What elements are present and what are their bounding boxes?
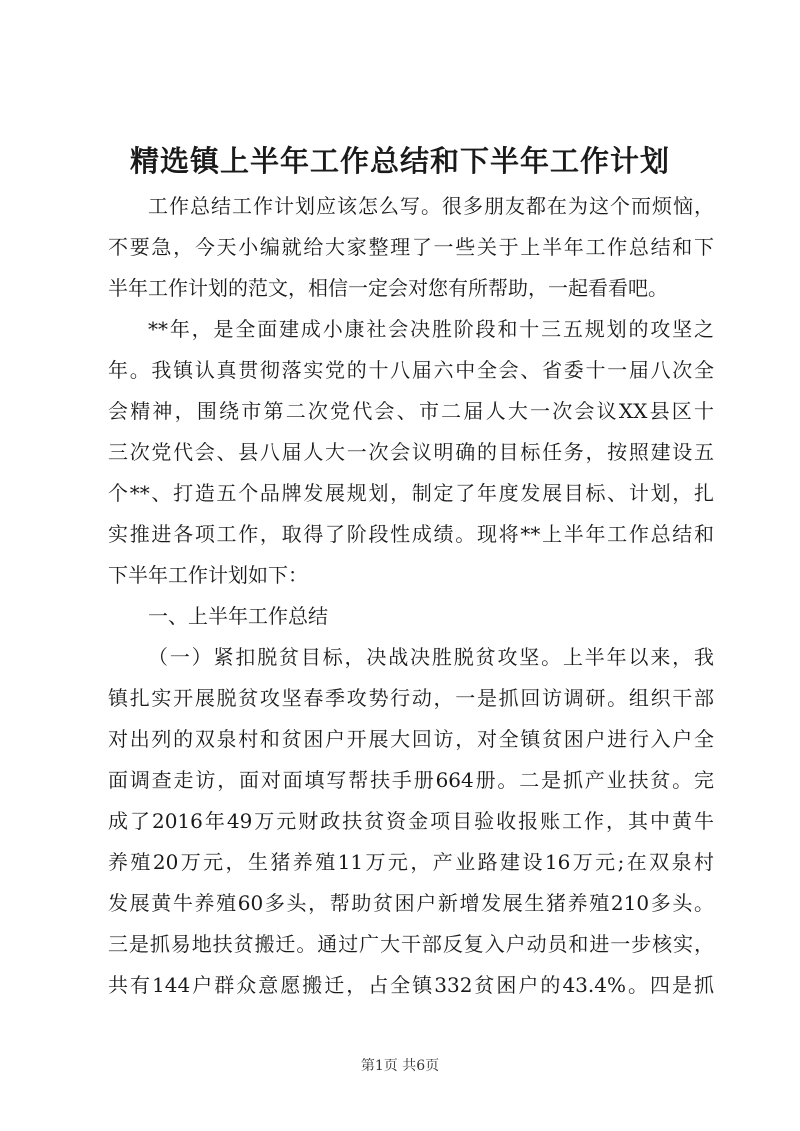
text-line-17: 养殖20万元，生猪养殖11万元，产业路建设16万元;在双泉村 xyxy=(108,850,714,874)
text-line-10: 下半年工作计划如下： xyxy=(108,563,308,587)
document-body xyxy=(108,186,714,1006)
document-title: 精选镇上半年工作总结和下半年工作计划 xyxy=(129,144,670,178)
section-heading: 一、上半年工作总结 xyxy=(148,604,328,628)
text-line-6: 会精神，围绕市第二次党代会、市二届人大一次会议XX县区十 xyxy=(108,399,714,423)
text-line-2: 不要急，今天小编就给大家整理了一些关于上半年工作总结和下 xyxy=(108,235,714,259)
text-line-18: 发展黄牛养殖60多头，帮助贫困户新增发展生猪养殖210多头。 xyxy=(108,891,714,915)
text-line-12: （一）紧扣脱贫目标，决战决胜脱贫攻坚。上半年以来，我 xyxy=(148,645,714,669)
text-line-3: 半年工作计划的范文，相信一定会对您有所帮助，一起看看吧。 xyxy=(108,276,668,300)
text-line-14: 对出列的双泉村和贫困户开展大回访，对全镇贫困户进行入户全 xyxy=(108,727,714,751)
text-line-1: 工作总结工作计划应该怎么写。很多朋友都在为这个而烦恼， xyxy=(148,194,714,218)
text-line-9: 实推进各项工作，取得了阶段性成绩。现将**上半年工作总结和 xyxy=(108,522,714,546)
page-number-footer: 第1页 共6页 xyxy=(360,1058,440,1074)
text-line-15: 面调查走访，面对面填写帮扶手册664册。二是抓产业扶贫。完 xyxy=(108,768,714,792)
text-line-19: 三是抓易地扶贫搬迁。通过广大干部反复入户动员和进一步核实， xyxy=(108,932,714,956)
text-line-4: **年，是全面建成小康社会决胜阶段和十三五规划的攻坚之 xyxy=(148,317,714,341)
text-line-20: 共有144户群众意愿搬迁，占全镇332贫困户的43.4%。四是抓 xyxy=(108,973,714,997)
text-line-5: 年。我镇认真贯彻落实党的十八届六中全会、省委十一届八次全 xyxy=(108,358,714,382)
text-line-13: 镇扎实开展脱贫攻坚春季攻势行动，一是抓回访调研。组织干部 xyxy=(108,686,714,710)
text-line-7: 三次党代会、县八届人大一次会议明确的目标任务，按照建设五 xyxy=(108,440,714,464)
text-line-8: 个**、打造五个品牌发展规划，制定了年度发展目标、计划，扎 xyxy=(108,481,714,505)
text-line-16: 成了2016年49万元财政扶贫资金项目验收报账工作，其中黄牛 xyxy=(108,809,714,833)
